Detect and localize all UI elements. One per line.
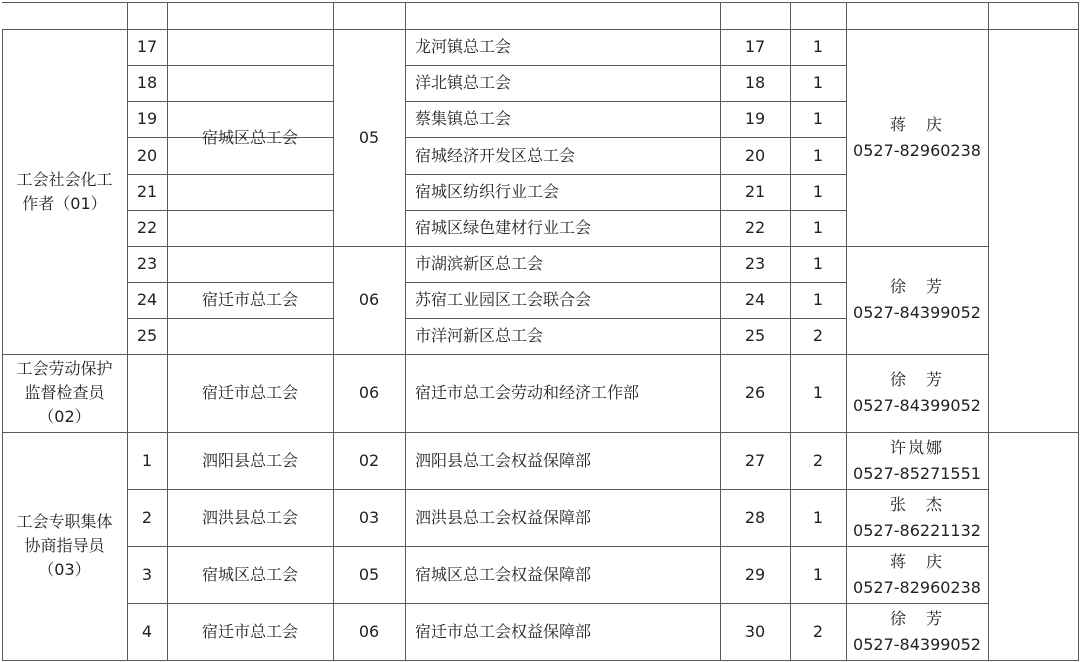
table-rule: [1078, 2, 1079, 661]
row-seq: 24: [136, 290, 158, 309]
unit-code: 06: [358, 621, 380, 641]
row-count: 1: [812, 218, 824, 237]
position-label: 工会劳动保护 监督检查员 （02）: [16, 359, 113, 426]
unit-code: 05: [358, 127, 380, 147]
row-no: 21: [744, 182, 766, 201]
row-count: 1: [812, 290, 824, 309]
contact-name: 张 杰: [889, 494, 944, 514]
row-count: 1: [812, 37, 824, 56]
row-seq: 23: [136, 254, 158, 273]
row-count: 1: [812, 145, 824, 165]
row-org: 宿城区纺织行业工会: [415, 182, 560, 201]
unit-name: 宿城区总工会: [201, 127, 298, 147]
unit-name: 宿迁市总工会: [201, 290, 298, 309]
row-count: 1: [812, 109, 824, 128]
row-count: 1: [812, 254, 824, 273]
unit-code: 03: [358, 507, 380, 527]
unit-name: 泗阳县总工会: [201, 450, 298, 470]
row-no: 19: [744, 109, 766, 128]
row-org: 苏宿工业园区工会联合会: [415, 290, 592, 309]
unit-name: 宿迁市总工会: [201, 621, 298, 641]
row-no: 18: [744, 73, 766, 92]
unit-name: 宿迁市总工会: [201, 383, 298, 402]
row-org: 龙河镇总工会: [415, 37, 512, 56]
contact-name: 许岚娜: [889, 437, 944, 457]
table-rule: [2, 660, 1079, 661]
unit-code: 06: [358, 290, 380, 309]
row-seq: 20: [136, 145, 158, 165]
row-org: 市洋河新区总工会: [415, 326, 544, 345]
row-org: 市湖滨新区总工会: [415, 254, 544, 273]
contact-phone: 0527-84399052: [853, 396, 981, 415]
contact-cell: [846, 603, 988, 660]
row-count: 1: [812, 73, 824, 92]
row-count: 2: [812, 326, 824, 345]
row-org: 宿城经济开发区总工会: [415, 145, 576, 165]
contact-name: 徐 芳: [889, 277, 944, 296]
row-org: 洋北镇总工会: [415, 73, 512, 92]
row-count: 1: [812, 507, 824, 527]
unit-code: 06: [358, 383, 380, 402]
table-rule: [2, 2, 1079, 3]
row-no: 22: [744, 218, 766, 237]
row-seq: 19: [136, 109, 158, 128]
unit-code: 02: [358, 450, 380, 470]
row-org: 蔡集镇总工会: [415, 109, 512, 128]
row-seq: [127, 354, 167, 432]
contact-name: 蒋 庆: [889, 551, 944, 571]
remarks-cell: [988, 29, 1078, 354]
row-org: 泗洪县总工会权益保障部: [415, 507, 592, 527]
contact-cell: [846, 29, 988, 246]
row-seq: 21: [136, 182, 158, 201]
contact-phone: 0527-82960238: [853, 577, 981, 597]
contact-phone: 0527-84399052: [853, 303, 981, 322]
row-no: 25: [744, 326, 766, 345]
row-org: 宿城区绿色建材行业工会: [415, 218, 592, 237]
contact-cell: [846, 432, 988, 489]
contact-cell: [846, 246, 988, 354]
row-org: 泗阳县总工会权益保障部: [415, 450, 592, 470]
row-count: 1: [812, 182, 824, 201]
row-seq: 17: [136, 37, 158, 56]
row-count: 2: [812, 621, 824, 641]
remarks-cell: [988, 432, 1078, 660]
contact-phone: 0527-86221132: [853, 520, 981, 540]
contact-name: 徐 芳: [889, 370, 944, 389]
row-no: 24: [744, 290, 766, 309]
position-label: 工会专职集体 协商指导员 （03）: [16, 512, 113, 579]
row-no: 26: [744, 383, 766, 402]
row-no: 29: [744, 564, 766, 584]
position-label: 工会社会化工 作者（01）: [16, 169, 113, 213]
row-no: 17: [744, 37, 766, 56]
row-count: 2: [812, 450, 824, 470]
unit-name: 宿城区总工会: [201, 564, 298, 584]
row-no: 28: [744, 507, 766, 527]
row-seq: 3: [141, 564, 153, 584]
row-seq: 22: [136, 218, 158, 237]
row-no: 30: [744, 621, 766, 641]
row-no: 23: [744, 254, 766, 273]
row-seq: 25: [136, 326, 158, 345]
row-seq: 18: [136, 73, 158, 92]
row-no: 27: [744, 450, 766, 470]
row-count: 1: [812, 383, 824, 402]
row-org: 宿迁市总工会权益保障部: [415, 621, 592, 641]
row-org: 宿迁市总工会劳动和经济工作部: [415, 383, 640, 402]
contact-name: 徐 芳: [889, 608, 944, 628]
contact-cell: [846, 489, 988, 546]
contact-cell: [846, 354, 988, 432]
contact-phone: 0527-85271551: [853, 463, 981, 483]
row-org: 宿城区总工会权益保障部: [415, 564, 592, 584]
contact-phone: 0527-82960238: [853, 140, 981, 160]
remarks-cell: [988, 354, 1078, 432]
contact-phone: 0527-84399052: [853, 634, 981, 654]
row-seq: 1: [141, 450, 153, 470]
row-seq: 4: [141, 621, 153, 641]
row-seq: 2: [141, 507, 153, 527]
unit-code: 05: [358, 564, 380, 584]
unit-name: 泗洪县总工会: [201, 507, 298, 527]
contact-name: 蒋 庆: [889, 114, 944, 134]
row-no: 20: [744, 145, 766, 165]
row-count: 1: [812, 564, 824, 584]
contact-cell: [846, 546, 988, 603]
